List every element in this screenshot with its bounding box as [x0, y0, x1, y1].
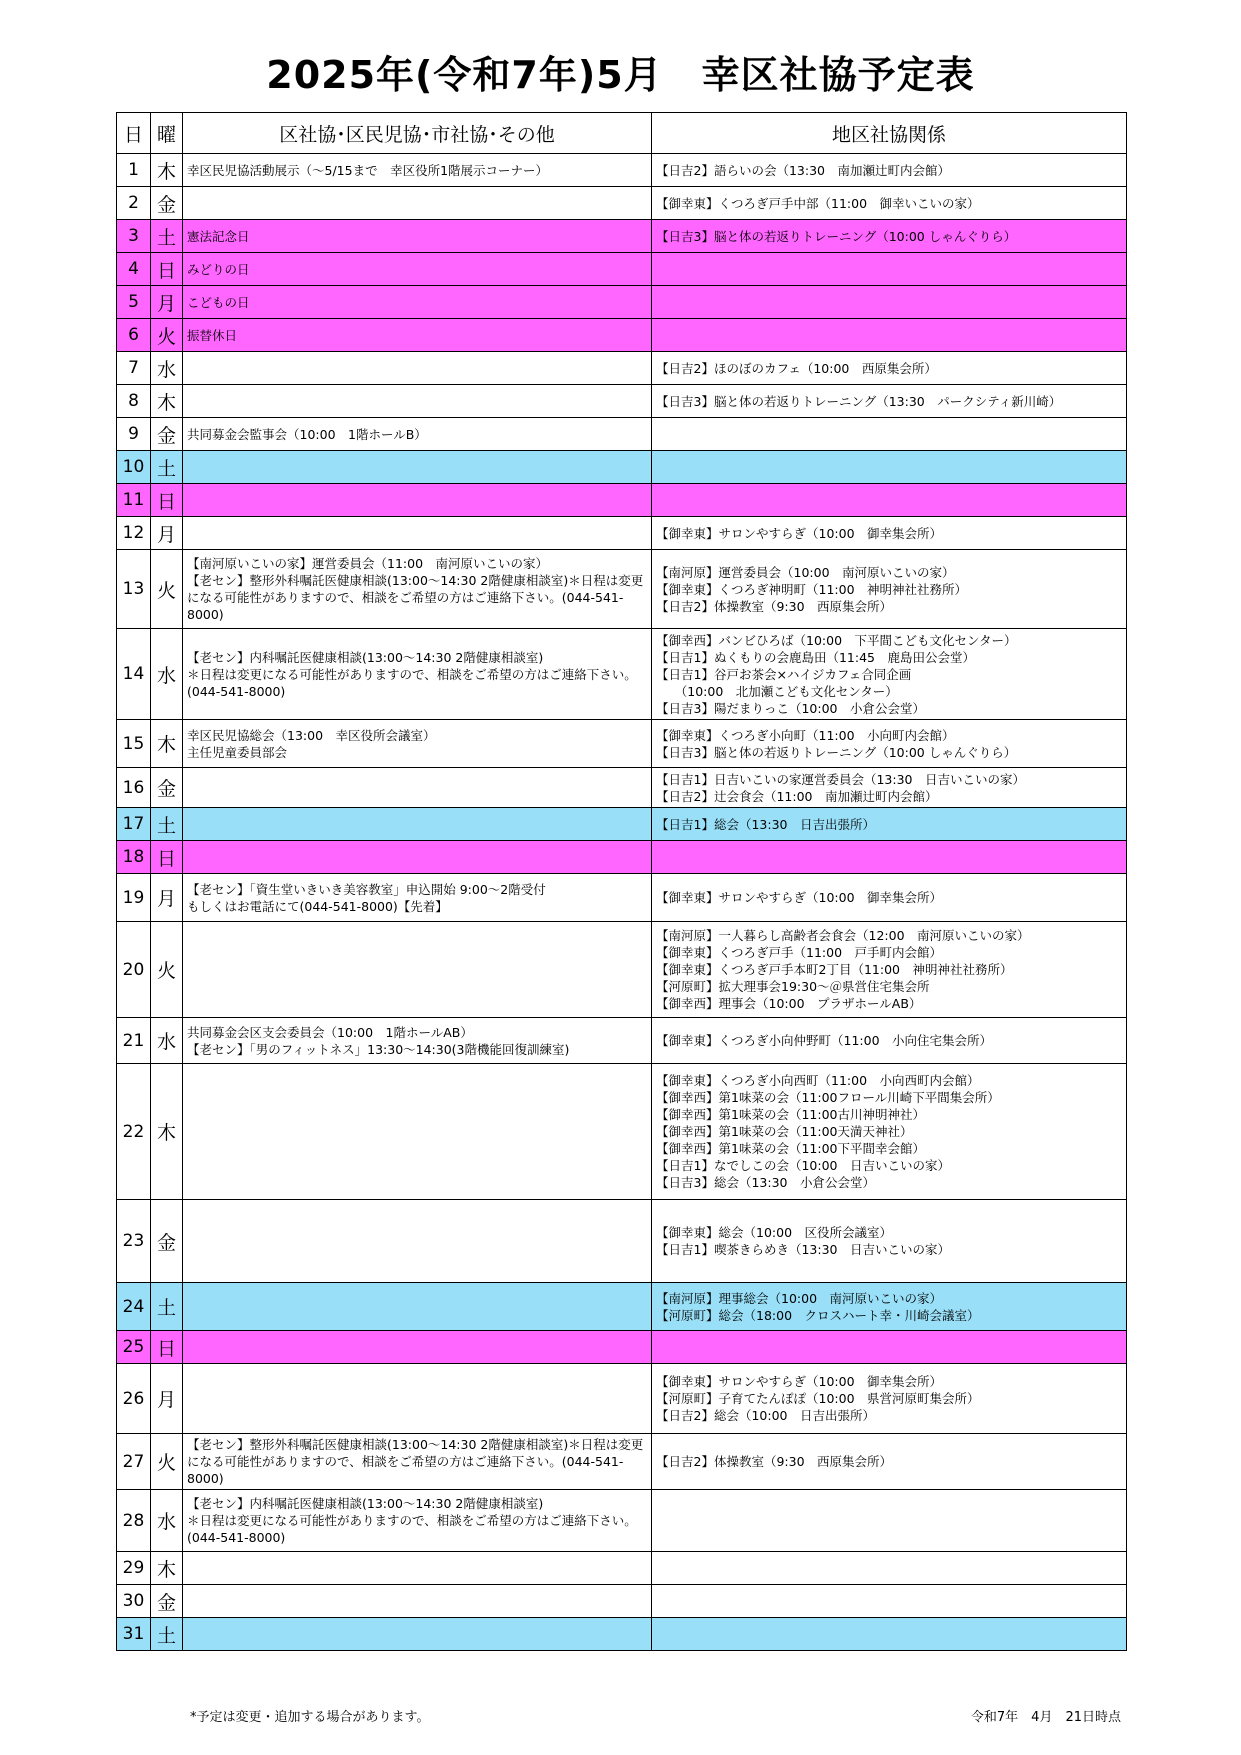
day-cell: 21 [117, 1018, 151, 1064]
district-council-cell: 共同募金会監事会（10:00 1階ホールB） [183, 418, 652, 451]
district-council-cell [183, 841, 652, 874]
footer-asof: 令和7年 4月 21日時点 [970, 1710, 1121, 1725]
table-row [117, 1585, 1127, 1618]
weekday-cell: 日 [151, 253, 183, 286]
day-cell: 11 [117, 484, 151, 517]
weekday-cell: 火 [151, 550, 183, 629]
district-council-cell: こどもの日 [183, 286, 652, 319]
local-council-cell: 【御幸東】くつろぎ小向西町（11:00 小向西町内会館） 【御幸西】第1味菜の会（11:00フロール川崎下平間集会所） 【御幸西】第1味菜の会（11:00古川神明神社） 【御幸西】第1味菜の会（11:00天満天神社） 【御幸西】第1味菜の会（11:00下平間幸会館） 【日吉1】なでしこの会（10:00 日吉いこいの家） 【日吉3】総会（13:30 小倉公会堂） [652, 1064, 1127, 1200]
district-council-cell [183, 808, 652, 841]
local-council-cell [652, 1618, 1127, 1651]
district-council-cell [183, 451, 652, 484]
local-council-cell [652, 451, 1127, 484]
day-cell: 31 [117, 1618, 151, 1651]
local-council-cell: 【日吉3】脳と体の若返りトレーニング（13:30 パークシティ新川崎） [652, 385, 1127, 418]
local-council-cell: 【日吉2】体操教室（9:30 西原集会所） [652, 1434, 1127, 1490]
page-title: 2025年(令和7年)5月 幸区社協予定表 [266, 53, 975, 97]
district-council-cell: 共同募金会区支会委員会（10:00 1階ホールAB） 【老セン】「男のフィットネス」13:30～14:30(3階機能回復訓練室) [183, 1018, 652, 1064]
day-cell: 18 [117, 841, 151, 874]
local-council-cell: 【日吉1】日吉いこいの家運営委員会（13:30 日吉いこいの家） 【日吉2】辻会食会（11:00 南加瀬辻町内会館） [652, 768, 1127, 808]
weekday-cell: 金 [151, 187, 183, 220]
table-row [117, 1064, 1127, 1200]
weekday-cell: 土 [151, 1618, 183, 1651]
district-council-cell [183, 922, 652, 1018]
local-council-cell: 【南河原】一人暮らし高齢者会食会（12:00 南河原いこいの家） 【御幸東】くつろぎ戸手（11:00 戸手町内会館） 【御幸東】くつろぎ戸手本町2丁目（11:00 神明神社社務所） 【河原町】拡大理事会19:30～＠県営住宅集会所 【御幸西】理事会（10:00 プラザホールAB） [652, 922, 1127, 1018]
table-row [117, 1434, 1127, 1490]
table-row [117, 451, 1127, 484]
district-council-cell: 【老セン】内科嘱託医健康相談(13:00～14:30 2階健康相談室) ＊日程は変更になる可能性がありますので、相談をご希望の方はご連絡下さい。(044-541-8000) [183, 1490, 652, 1552]
weekday-cell: 月 [151, 286, 183, 319]
weekday-cell: 水 [151, 1018, 183, 1064]
day-cell: 28 [117, 1490, 151, 1552]
district-council-cell [183, 1364, 652, 1434]
header-day: 日 [117, 113, 151, 154]
day-cell: 14 [117, 629, 151, 720]
district-council-cell: 幸区民児協総会（13:00 幸区役所会議室） 主任児童委員部会 [183, 720, 652, 768]
local-council-cell [652, 841, 1127, 874]
day-cell: 27 [117, 1434, 151, 1490]
table-row [117, 1200, 1127, 1283]
weekday-cell: 水 [151, 629, 183, 720]
day-cell: 3 [117, 220, 151, 253]
table-row [117, 484, 1127, 517]
footer-note: *予定は変更・追加する場合があります。 [190, 1710, 430, 1725]
district-council-cell [183, 768, 652, 808]
day-cell: 2 [117, 187, 151, 220]
table-row [117, 1283, 1127, 1331]
district-council-cell [183, 1585, 652, 1618]
weekday-cell: 月 [151, 874, 183, 922]
table-row [117, 1552, 1127, 1585]
table-row [117, 841, 1127, 874]
table-row [117, 319, 1127, 352]
district-council-cell: 【南河原いこいの家】運営委員会（11:00 南河原いこいの家） 【老セン】整形外科嘱託医健康相談(13:00～14:30 2階健康相談室)＊日程は変更になる可能性がありますので、相談をご希望の方はご連絡下さい。(044-541-8000) [183, 550, 652, 629]
weekday-cell: 金 [151, 418, 183, 451]
day-cell: 30 [117, 1585, 151, 1618]
day-cell: 23 [117, 1200, 151, 1283]
local-council-cell: 【日吉2】ほのぼのカフェ（10:00 西原集会所） [652, 352, 1127, 385]
district-council-cell [183, 352, 652, 385]
local-council-cell [652, 484, 1127, 517]
local-council-cell: 【日吉3】脳と体の若返りトレーニング（10:00 しゃんぐりら） [652, 220, 1127, 253]
district-council-cell: 【老セン】整形外科嘱託医健康相談(13:00～14:30 2階健康相談室)＊日程は変更になる可能性がありますので、相談をご希望の方はご連絡下さい。(044-541-8000) [183, 1434, 652, 1490]
table-row [117, 154, 1127, 187]
district-council-cell: 【老セン】「資生堂いきいき美容教室」申込開始 9:00～2階受付 もしくはお電話にて(044-541-8000)【先着】 [183, 874, 652, 922]
day-cell: 4 [117, 253, 151, 286]
weekday-cell: 日 [151, 1331, 183, 1364]
weekday-cell: 木 [151, 1552, 183, 1585]
header-row [117, 113, 1127, 154]
day-cell: 10 [117, 451, 151, 484]
local-council-cell [652, 319, 1127, 352]
district-council-cell [183, 187, 652, 220]
district-council-cell [183, 1064, 652, 1200]
table-row [117, 808, 1127, 841]
local-council-cell [652, 253, 1127, 286]
local-council-cell: 【南河原】理事総会（10:00 南河原いこいの家） 【河原町】総会（18:00 クロスハート幸・川崎会議室） [652, 1283, 1127, 1331]
header-local-council: 地区社協関係 [652, 113, 1127, 154]
weekday-cell: 土 [151, 220, 183, 253]
local-council-cell: 【御幸東】くつろぎ戸手中部（11:00 御幸いこいの家） [652, 187, 1127, 220]
weekday-cell: 月 [151, 1364, 183, 1434]
weekday-cell: 土 [151, 808, 183, 841]
weekday-cell: 日 [151, 841, 183, 874]
local-council-cell: 【御幸東】くつろぎ小向仲野町（11:00 小向住宅集会所） [652, 1018, 1127, 1064]
weekday-cell: 土 [151, 1283, 183, 1331]
local-council-cell [652, 418, 1127, 451]
weekday-cell: 水 [151, 1490, 183, 1552]
district-council-cell [183, 1552, 652, 1585]
table-row [117, 385, 1127, 418]
district-council-cell: 幸区民児協活動展示（～5/15まで 幸区役所1階展示コーナー） [183, 154, 652, 187]
day-cell: 16 [117, 768, 151, 808]
local-council-cell: 【日吉1】総会（13:30 日吉出張所） [652, 808, 1127, 841]
district-council-cell [183, 1200, 652, 1283]
district-council-cell [183, 517, 652, 550]
table-row [117, 629, 1127, 720]
day-cell: 8 [117, 385, 151, 418]
weekday-cell: 木 [151, 720, 183, 768]
table-row [117, 720, 1127, 768]
table-row [117, 1331, 1127, 1364]
day-cell: 7 [117, 352, 151, 385]
table-row [117, 352, 1127, 385]
district-council-cell: 【老セン】内科嘱託医健康相談(13:00～14:30 2階健康相談室) ＊日程は変更になる可能性がありますので、相談をご希望の方はご連絡下さい。(044-541-8000) [183, 629, 652, 720]
day-cell: 5 [117, 286, 151, 319]
table-row [117, 253, 1127, 286]
local-council-cell [652, 1552, 1127, 1585]
table-row [117, 874, 1127, 922]
table-row [117, 1490, 1127, 1552]
weekday-cell: 火 [151, 319, 183, 352]
schedule-table [116, 112, 1127, 1651]
local-council-cell: 【御幸東】サロンやすらぎ（10:00 御幸集会所） 【河原町】子育てたんぽぽ（10:00 県営河原町集会所） 【日吉2】総会（10:00 日吉出張所） [652, 1364, 1127, 1434]
day-cell: 6 [117, 319, 151, 352]
day-cell: 22 [117, 1064, 151, 1200]
district-council-cell [183, 1618, 652, 1651]
district-council-cell [183, 484, 652, 517]
day-cell: 19 [117, 874, 151, 922]
local-council-cell: 【御幸東】総会（10:00 区役所会議室） 【日吉1】喫茶きらめき（13:30 日吉いこいの家） [652, 1200, 1127, 1283]
day-cell: 9 [117, 418, 151, 451]
weekday-cell: 月 [151, 517, 183, 550]
table-row [117, 1018, 1127, 1064]
weekday-cell: 金 [151, 1585, 183, 1618]
table-row [117, 922, 1127, 1018]
table-row [117, 550, 1127, 629]
district-council-cell: みどりの日 [183, 253, 652, 286]
table-row [117, 768, 1127, 808]
header-district-council: 区社協･区民児協･市社協･その他 [183, 113, 652, 154]
day-cell: 13 [117, 550, 151, 629]
local-council-cell: 【御幸西】バンビひろば（10:00 下平間こども文化センター） 【日吉1】ぬくもりの会鹿島田（11:45 鹿島田公会堂） 【日吉1】谷戸お茶会×ハイジカフェ合同企画 （10:00 北加瀬こども文化センター） 【日吉3】陽だまりっこ（10:00 小倉公会堂） [652, 629, 1127, 720]
day-cell: 1 [117, 154, 151, 187]
day-cell: 24 [117, 1283, 151, 1331]
table-row [117, 418, 1127, 451]
day-cell: 25 [117, 1331, 151, 1364]
weekday-cell: 木 [151, 385, 183, 418]
local-council-cell: 【南河原】運営委員会（10:00 南河原いこいの家） 【御幸東】くつろぎ神明町（11:00 神明神社社務所） 【日吉2】体操教室（9:30 西原集会所） [652, 550, 1127, 629]
day-cell: 12 [117, 517, 151, 550]
district-council-cell [183, 385, 652, 418]
day-cell: 15 [117, 720, 151, 768]
local-council-cell: 【日吉2】語らいの会（13:30 南加瀬辻町内会館） [652, 154, 1127, 187]
header-weekday: 曜 [151, 113, 183, 154]
local-council-cell: 【御幸東】サロンやすらぎ（10:00 御幸集会所） [652, 517, 1127, 550]
table-row [117, 1364, 1127, 1434]
local-council-cell: 【御幸東】サロンやすらぎ（10:00 御幸集会所） [652, 874, 1127, 922]
table-row [117, 220, 1127, 253]
table-row [117, 286, 1127, 319]
weekday-cell: 木 [151, 154, 183, 187]
local-council-cell [652, 1331, 1127, 1364]
district-council-cell: 憲法記念日 [183, 220, 652, 253]
weekday-cell: 日 [151, 484, 183, 517]
district-council-cell [183, 1283, 652, 1331]
weekday-cell: 金 [151, 1200, 183, 1283]
day-cell: 20 [117, 922, 151, 1018]
local-council-cell [652, 1585, 1127, 1618]
district-council-cell: 振替休日 [183, 319, 652, 352]
local-council-cell [652, 286, 1127, 319]
weekday-cell: 金 [151, 768, 183, 808]
weekday-cell: 水 [151, 352, 183, 385]
weekday-cell: 火 [151, 922, 183, 1018]
weekday-cell: 木 [151, 1064, 183, 1200]
weekday-cell: 土 [151, 451, 183, 484]
table-row [117, 517, 1127, 550]
day-cell: 29 [117, 1552, 151, 1585]
local-council-cell [652, 1490, 1127, 1552]
district-council-cell [183, 1331, 652, 1364]
table-row [117, 1618, 1127, 1651]
weekday-cell: 火 [151, 1434, 183, 1490]
table-row [117, 187, 1127, 220]
local-council-cell: 【御幸東】くつろぎ小向町（11:00 小向町内会館） 【日吉3】脳と体の若返りトレーニング（10:00 しゃんぐりら） [652, 720, 1127, 768]
day-cell: 26 [117, 1364, 151, 1434]
day-cell: 17 [117, 808, 151, 841]
